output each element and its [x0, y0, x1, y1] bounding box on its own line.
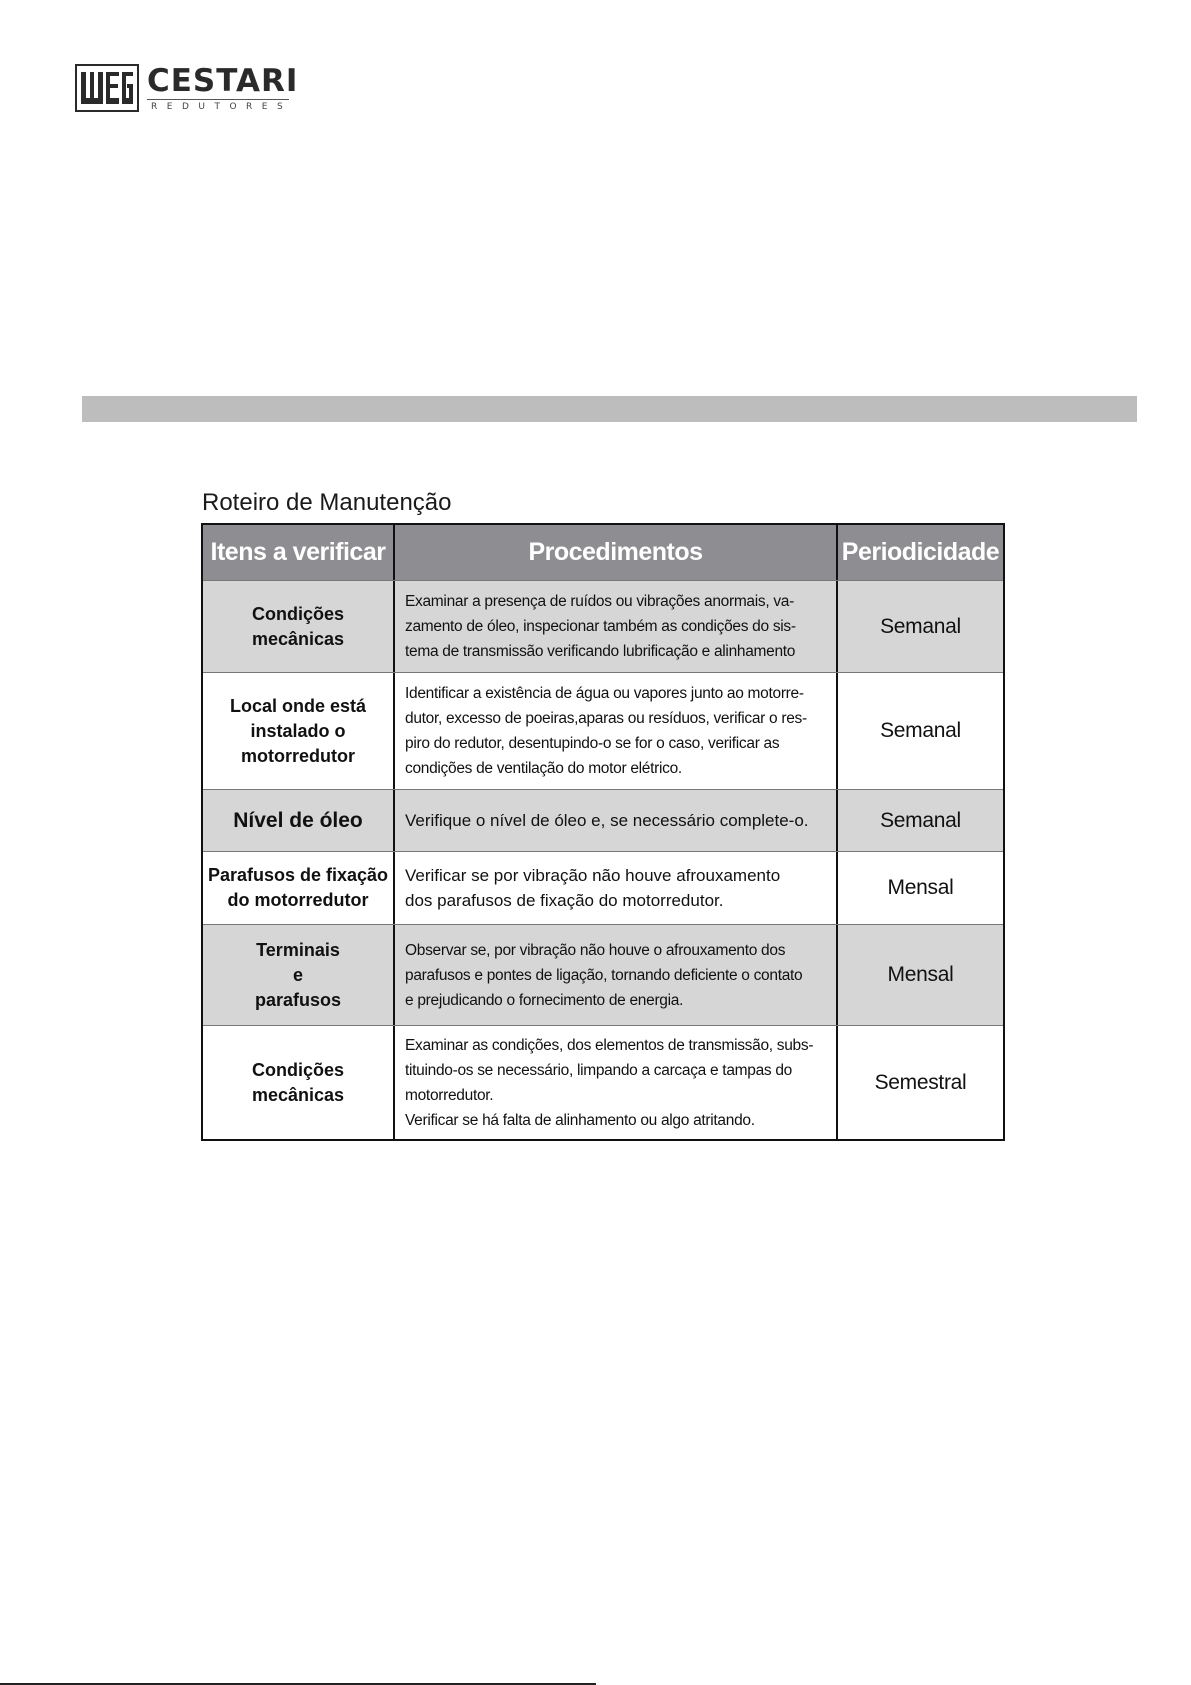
section-title: Roteiro de Manutenção [202, 489, 452, 516]
period-cell [836, 925, 1003, 1025]
period-cell [836, 1026, 1003, 1139]
period-value: Mensal [887, 963, 954, 986]
weg-cestari-logo [75, 64, 298, 116]
item-cell [203, 581, 393, 672]
item-label: Condições mecânicas [251, 603, 345, 649]
logo-divider [147, 99, 289, 100]
procedure-text: Examinar a presença de ruídos ou vibrações anormais, va- zamento de óleo, inspecionar também as condições do sis- tema de transmissão verificando lubrificação e alinhamento [405, 593, 796, 660]
table-row [203, 1025, 1003, 1139]
footer-divider [0, 1683, 596, 1685]
procedure-cell [393, 1026, 836, 1139]
item-cell [203, 925, 393, 1025]
procedure-text: Identificar a existência de água ou vapores junto ao motorre- dutor, excesso de poeiras,aparas ou resíduos, verificar o res- piro do redutor, desentupindo-o se for o caso, verificar as condições de ventilação do motor elétrico. [405, 685, 807, 777]
procedure-text: Verificar se por vibração não houve afrouxamento dos parafusos de fixação do motorredutor. [405, 866, 781, 910]
period-value: Mensal [887, 876, 954, 899]
logo-brand: CESTARI [147, 63, 299, 99]
procedure-cell [393, 581, 836, 672]
table-row [203, 580, 1003, 672]
header-period: Periodicidade [836, 525, 1003, 580]
item-cell [203, 790, 393, 851]
table-row [203, 672, 1003, 789]
procedure-text: Observar se, por vibração não houve o afrouxamento dos parafusos e pontes de ligação, tornando deficiente o contato e prejudicando o fornecimento de energia. [405, 941, 803, 1009]
period-cell [836, 790, 1003, 851]
header-procedures: Procedimentos [393, 525, 836, 580]
period-value: Semanal [880, 719, 961, 742]
item-label: Local onde está instalado o motorredutor [229, 695, 367, 766]
section-band [82, 396, 1137, 422]
item-cell [203, 852, 393, 924]
weg-logo-icon [75, 64, 139, 112]
item-label: Parafusos de fixação do motorredutor [207, 865, 389, 910]
period-value: Semestral [874, 1070, 967, 1094]
item-cell [203, 1026, 393, 1139]
procedure-cell [393, 673, 836, 789]
period-value: Semanal [880, 808, 961, 832]
period-value: Semanal [880, 614, 961, 638]
maintenance-table [201, 523, 1005, 1141]
header-items: Itens a verificar [210, 538, 386, 566]
procedure-cell [393, 925, 836, 1025]
procedure-text: Examinar as condições, dos elementos de transmissão, subs- tituindo-os se necessário, limpando a carcaça e tampas do motorredutor. Verificar se há falta de alinhamento ou algo atritando. [405, 1036, 814, 1129]
procedure-text: Verifique o nível de óleo e, se necessário complete-o. [405, 811, 809, 830]
procedure-cell [393, 790, 836, 851]
period-cell [836, 852, 1003, 924]
item-cell [203, 673, 393, 789]
table-row [203, 924, 1003, 1025]
table-row [203, 851, 1003, 924]
procedure-cell [393, 852, 836, 924]
item-label: Nível de óleo [233, 809, 363, 832]
period-cell [836, 581, 1003, 672]
table-row [203, 789, 1003, 851]
item-label: Terminais e parafusos [254, 939, 342, 1010]
item-label: Condições mecânicas [251, 1059, 345, 1105]
period-cell [836, 673, 1003, 789]
logo-subtitle: REDUTORES [151, 102, 293, 112]
table-header-row [203, 525, 1003, 580]
